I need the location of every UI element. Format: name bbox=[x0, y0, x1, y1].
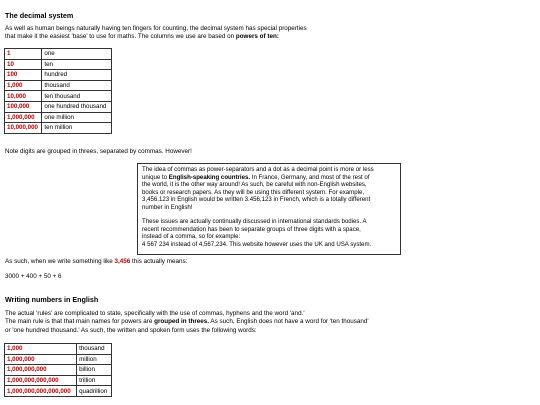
number-cell: 100 bbox=[5, 70, 42, 81]
number-cell: 1,000,000,000 bbox=[5, 365, 77, 376]
name-cell: billion bbox=[77, 365, 112, 376]
box-line: the world, it is the other way around! As such, be careful with non-English websites, bbox=[142, 181, 367, 188]
box-line: instead of a comma, so for example: bbox=[142, 233, 241, 240]
name-cell: million bbox=[77, 354, 112, 365]
power-row bbox=[5, 123, 112, 134]
group-row bbox=[5, 365, 112, 376]
grouping-note: Note digits are grouped in threes, separated by commas. However! bbox=[5, 148, 192, 155]
name-cell: thousand bbox=[42, 80, 112, 91]
group-row bbox=[5, 386, 112, 397]
example-sentence: As such, when we write something like 3,456 this actually means: bbox=[5, 258, 188, 265]
group-row bbox=[5, 354, 112, 365]
power-row bbox=[5, 80, 112, 91]
writing-bold-grouped: grouped in threes. bbox=[154, 318, 210, 326]
name-cell: thousand bbox=[77, 344, 112, 355]
intro-line-2: that make it the easiest 'base' to use for maths. The columns we use are based on bbox=[5, 33, 236, 41]
name-cell: one hundred thousand bbox=[42, 101, 112, 112]
power-row bbox=[5, 91, 112, 102]
power-row bbox=[5, 70, 112, 81]
name-cell: ten million bbox=[42, 123, 112, 134]
number-cell: 1,000,000 bbox=[5, 354, 77, 365]
name-cell: ten thousand bbox=[42, 91, 112, 102]
writing-paragraph: The actual 'rules' are complicated to state, specifically with the use of commas, hyphens and the word 'and.' The main rule is that that main names for powers are grouped in threes. As such, English does not have a word for 'ten thousand' or 'one hundred thousand.' As such, the written and spoken form uses the following words: bbox=[5, 310, 369, 334]
number-cell: 1 bbox=[5, 49, 42, 60]
group-row bbox=[5, 344, 112, 355]
number-cell: 1,000 bbox=[5, 80, 42, 91]
box-line: number in English! bbox=[142, 203, 193, 211]
powers-of-ten-table bbox=[4, 48, 112, 134]
power-row bbox=[5, 101, 112, 112]
intro-bold-powers: powers of ten: bbox=[235, 33, 279, 41]
box-line: recent recommendation has been to separate groups of three digits with a space, bbox=[142, 225, 361, 233]
power-row bbox=[5, 59, 112, 70]
number-cell: 1,000,000,000,000,000 bbox=[5, 386, 77, 397]
section-title-decimal-system: The decimal system bbox=[5, 11, 74, 20]
number-cell: 1,000,000,000,000 bbox=[5, 375, 77, 386]
box-line: The idea of commas as power-separators and a dot as a decimal point is more or less bbox=[142, 166, 374, 173]
number-cell: 1,000 bbox=[5, 344, 77, 355]
box-line: unique to English-speaking countries. In France, Germany, and most of the rest of bbox=[142, 173, 370, 181]
example-number: 3,456 bbox=[114, 258, 131, 265]
section-title-writing-numbers: Writing numbers in English bbox=[5, 295, 99, 304]
name-cell: one bbox=[42, 49, 112, 60]
writing-line-1: The actual 'rules' are complicated to state, specifically with the use of commas, hyphens and the word 'and.' bbox=[5, 310, 305, 317]
number-cell: 10,000 bbox=[5, 91, 42, 102]
name-cell: trillion bbox=[77, 375, 112, 386]
intro-line-1: As well as human beings naturally having ten fingers for counting, the decimal system has special properties bbox=[5, 25, 307, 32]
separator-note-box bbox=[137, 163, 401, 255]
number-cell: 100,000 bbox=[5, 101, 42, 112]
power-row bbox=[5, 49, 112, 60]
power-row bbox=[5, 112, 112, 123]
writing-line-3: or 'one hundred thousand.' As such, the written and spoken form uses the following words: bbox=[5, 326, 257, 334]
intro-paragraph bbox=[5, 25, 307, 42]
name-cell: hundred bbox=[42, 70, 112, 81]
box-line: 4 567 234 instead of 4,567,234. This website however uses the UK and USA system. bbox=[142, 240, 372, 248]
name-cell: quadrillion bbox=[77, 386, 112, 397]
number-cell: 10,000,000 bbox=[5, 123, 42, 134]
number-cell: 1,000,000 bbox=[5, 112, 42, 123]
example-expansion: 3000 + 400 + 50 + 6 bbox=[5, 273, 62, 280]
group-row bbox=[5, 375, 112, 386]
power-names-table bbox=[4, 343, 112, 397]
box-line: These issues are actually continually discussed in international standards bodies. A bbox=[142, 218, 367, 225]
name-cell: one million bbox=[42, 112, 112, 123]
name-cell: ten bbox=[42, 59, 112, 70]
box-line: books or research papers. As they will be using this different system. For example, bbox=[142, 188, 365, 196]
number-cell: 10 bbox=[5, 59, 42, 70]
box-line: 3,456.123 in English would be written 3.456,123 in French, which is a totally different bbox=[142, 196, 371, 203]
